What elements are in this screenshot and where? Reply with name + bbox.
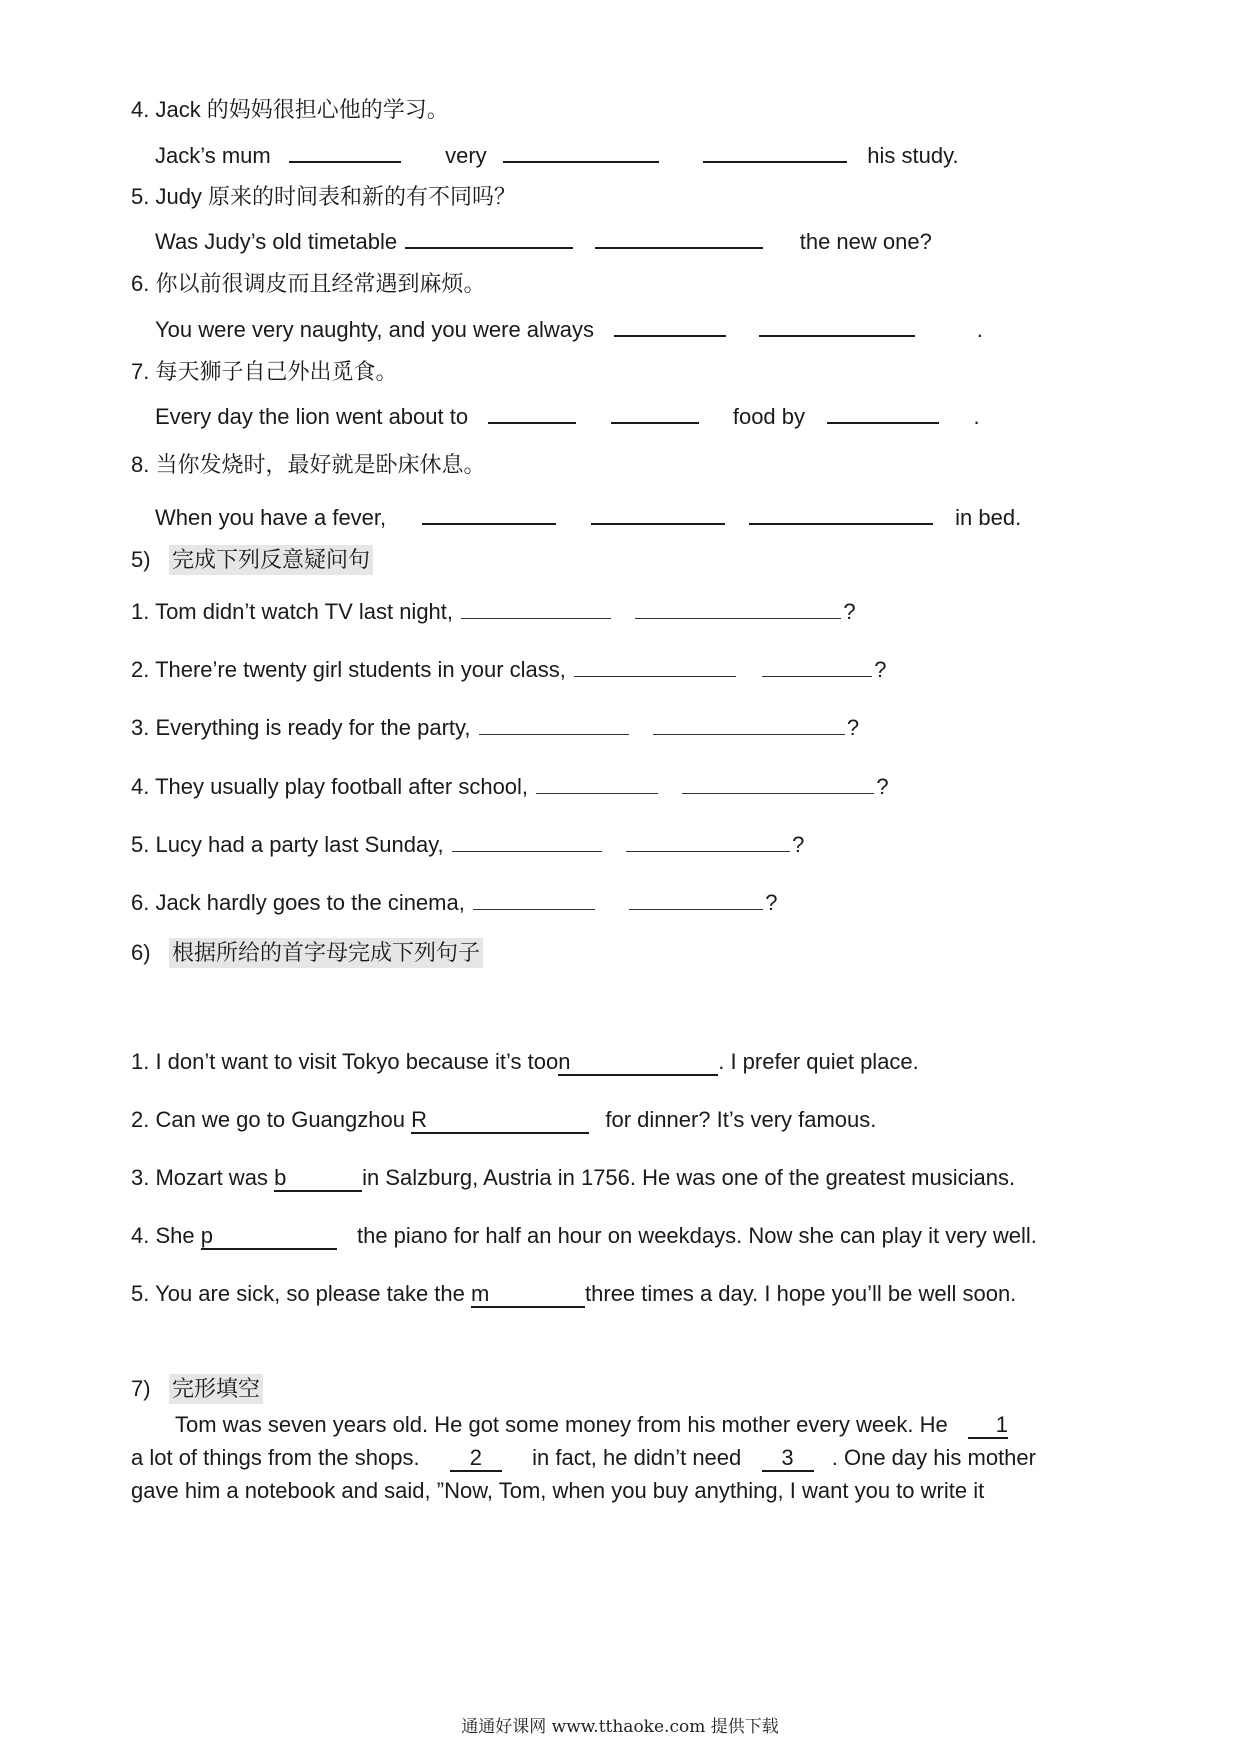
answer-blank[interactable] bbox=[591, 501, 725, 525]
list-item bbox=[131, 1279, 1016, 1309]
answer-blank[interactable] bbox=[626, 829, 790, 852]
q4-answer-line bbox=[155, 139, 959, 169]
answer-blank[interactable] bbox=[703, 139, 847, 163]
answer-blank[interactable] bbox=[762, 654, 872, 677]
section-number: 7) bbox=[131, 1376, 151, 1401]
initial-letter-blank[interactable] bbox=[411, 1108, 589, 1134]
answer-blank[interactable] bbox=[749, 501, 933, 525]
cloze-text: Tom was seven years old. He got some money from his mother every week. He bbox=[175, 1412, 948, 1437]
section-title: 完形填空 bbox=[169, 1374, 263, 1404]
sentence-end: in Salzburg, Austria in 1756. He was one of the greatest musicians. bbox=[362, 1165, 1016, 1190]
initial-letter: n bbox=[558, 1049, 571, 1074]
section-number: 5) bbox=[131, 547, 151, 572]
answer-blank[interactable] bbox=[682, 771, 874, 794]
q8-prompt: 8. 当你发烧时，最好就是卧床休息。 bbox=[131, 452, 486, 477]
section-number: 6) bbox=[131, 940, 151, 965]
cloze-line-3: gave him a notebook and said, ”Now, Tom, when you buy anything, I want you to write it bbox=[131, 1478, 985, 1503]
answer-blank[interactable] bbox=[289, 139, 401, 163]
question-text: 5. Lucy had a party last Sunday, bbox=[131, 832, 444, 857]
cloze-number: 1 bbox=[995, 1412, 1008, 1437]
list-item bbox=[131, 1047, 919, 1077]
answer-blank[interactable] bbox=[422, 501, 556, 525]
question-end: ? bbox=[843, 599, 856, 624]
cloze-number: 2 bbox=[469, 1445, 482, 1470]
sentence-end: for dinner? It’s very famous. bbox=[605, 1107, 877, 1132]
answer-blank[interactable] bbox=[759, 313, 915, 337]
section-7-heading bbox=[131, 1374, 263, 1404]
q5-prompt: 5. Judy 原来的时间表和新的有不同吗？ bbox=[131, 184, 517, 209]
answer-blank[interactable] bbox=[574, 654, 736, 677]
q6-answer-line bbox=[155, 313, 983, 343]
q7-text-b: food by bbox=[732, 404, 806, 429]
answer-blank[interactable] bbox=[595, 225, 763, 249]
question-text: 3. Everything is ready for the party, bbox=[131, 715, 471, 740]
q4-text-a: Jack’s mum bbox=[155, 143, 271, 168]
q7-prompt: 7. 每天狮子自己外出觅食。 bbox=[131, 359, 398, 384]
cloze-line-2 bbox=[131, 1443, 1036, 1473]
q6-text-a: You were very naughty, and you were always bbox=[155, 317, 595, 342]
q8-text-a: When you have a fever, bbox=[155, 505, 387, 530]
q5-text-a: Was Judy’s old timetable bbox=[155, 229, 398, 254]
page-footer: 通通好课网 www.tthaoke.com 提供下载 bbox=[461, 1717, 779, 1737]
q4-text-b: very bbox=[445, 143, 487, 168]
cloze-text: in fact, he didn’t need bbox=[532, 1445, 742, 1470]
sentence-start: 5. You are sick, so please take the bbox=[131, 1281, 465, 1306]
initial-letter: p bbox=[200, 1223, 213, 1248]
list-item bbox=[131, 1163, 1015, 1193]
initial-letter-blank[interactable] bbox=[201, 1224, 337, 1250]
section-6-heading bbox=[131, 938, 483, 968]
answer-blank[interactable] bbox=[405, 225, 573, 249]
answer-blank[interactable] bbox=[461, 596, 611, 619]
initial-letter-blank[interactable] bbox=[471, 1282, 585, 1308]
sentence-start: 3. Mozart was bbox=[131, 1165, 268, 1190]
q5-text-b: the new one? bbox=[799, 229, 932, 254]
answer-blank[interactable] bbox=[452, 829, 602, 852]
cloze-blank-2[interactable] bbox=[450, 1446, 502, 1472]
question-text: 1. Tom didn’t watch TV last night, bbox=[131, 599, 454, 624]
q8-text-b: in bed. bbox=[955, 505, 1022, 530]
list-item bbox=[131, 654, 887, 684]
initial-letter: m bbox=[471, 1281, 490, 1306]
sentence-start: 2. Can we go to Guangzhou bbox=[131, 1107, 405, 1132]
section-5-heading bbox=[131, 545, 373, 575]
cloze-number: 3 bbox=[781, 1445, 794, 1470]
initial-letter-blank[interactable] bbox=[274, 1166, 362, 1192]
list-item bbox=[131, 887, 777, 917]
sentence-end: three times a day. I hope you’ll be well soon. bbox=[585, 1281, 1017, 1306]
cloze-blank-3[interactable] bbox=[762, 1446, 814, 1472]
answer-blank[interactable] bbox=[473, 887, 595, 910]
q6-prompt: 6. 你以前很调皮而且经常遇到麻烦。 bbox=[131, 271, 486, 296]
q8-answer-line bbox=[155, 501, 1021, 531]
initial-letter: b bbox=[274, 1165, 287, 1190]
cloze-line-1 bbox=[175, 1410, 1008, 1440]
answer-blank[interactable] bbox=[629, 887, 763, 910]
question-end: ? bbox=[765, 890, 778, 915]
answer-blank[interactable] bbox=[653, 712, 845, 735]
q7-text-c: . bbox=[973, 404, 980, 429]
list-item bbox=[131, 596, 856, 626]
q7-text-a: Every day the lion went about to bbox=[155, 404, 469, 429]
initial-letter: R bbox=[411, 1107, 427, 1132]
section-title: 根据所给的首字母完成下列句子 bbox=[169, 938, 483, 968]
sentence-start: 4. She bbox=[131, 1223, 195, 1248]
answer-blank[interactable] bbox=[488, 400, 576, 424]
section-title: 完成下列反意疑问句 bbox=[169, 545, 373, 575]
question-end: ? bbox=[792, 832, 805, 857]
question-end: ? bbox=[874, 657, 887, 682]
question-end: ? bbox=[846, 715, 860, 740]
sentence-end: . I prefer quiet place. bbox=[718, 1049, 919, 1074]
list-item bbox=[131, 771, 889, 801]
answer-blank[interactable] bbox=[614, 313, 726, 337]
cloze-text: . One day his mother bbox=[831, 1445, 1036, 1470]
answer-blank[interactable] bbox=[536, 771, 658, 794]
list-item bbox=[131, 712, 859, 742]
q7-answer-line bbox=[155, 400, 980, 430]
list-item bbox=[131, 1105, 876, 1135]
sentence-end: the piano for half an hour on weekdays. Now she can play it very well. bbox=[356, 1223, 1037, 1248]
list-item bbox=[131, 1221, 1037, 1251]
list-item bbox=[131, 829, 804, 859]
question-text: 4. They usually play football after school, bbox=[131, 774, 529, 799]
answer-blank[interactable] bbox=[611, 400, 699, 424]
cloze-blank-1[interactable] bbox=[968, 1413, 1008, 1439]
question-text: 2. There’re twenty girl students in your class, bbox=[131, 657, 566, 682]
question-end: ? bbox=[876, 774, 889, 799]
cloze-text: a lot of things from the shops. bbox=[131, 1445, 420, 1470]
answer-blank[interactable] bbox=[635, 596, 841, 619]
answer-blank[interactable] bbox=[827, 400, 939, 424]
q4-prompt: 4. Jack 的妈妈很担心他的学习。 bbox=[131, 97, 449, 122]
initial-letter-blank[interactable] bbox=[558, 1050, 718, 1076]
answer-blank[interactable] bbox=[479, 712, 629, 735]
sentence-start: 1. I don’t want to visit Tokyo because it’s too bbox=[131, 1049, 559, 1074]
question-text: 6. Jack hardly goes to the cinema, bbox=[131, 890, 465, 915]
q6-text-b: . bbox=[976, 317, 983, 342]
answer-blank[interactable] bbox=[503, 139, 659, 163]
q4-text-c: his study. bbox=[867, 143, 959, 168]
q5-answer-line bbox=[155, 225, 932, 255]
